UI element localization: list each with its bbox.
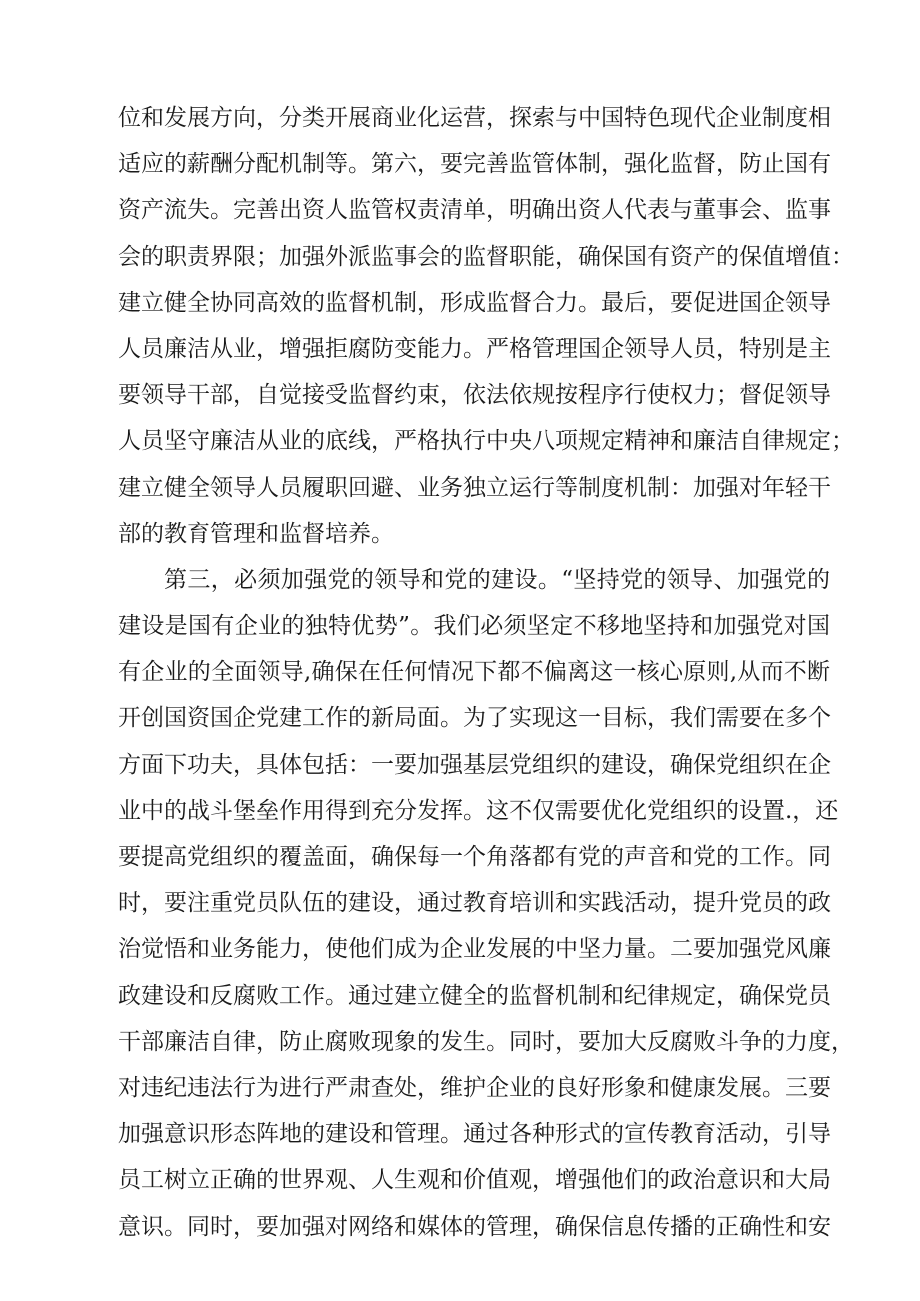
text-line: 要提高党组织的覆盖面，确保每一个角落都有党的声音和党的工作。同 xyxy=(118,844,831,870)
text-line: 建立健全领导人员履职回避、业务独立运行等制度机制：加强对年轻干 xyxy=(118,474,831,501)
text-line: 第三，必须加强党的领导和党的建设。“坚持党的领导、加强党的 xyxy=(164,566,830,593)
text-line: 人员廉洁从业，增强拒腐防变能力。严格管理国企领导人员，特别是主 xyxy=(118,335,831,362)
text-line: 有企业的全面领导,确保在任何情况下都不偏离这一核心原则,从而不断 xyxy=(118,659,830,686)
text-line: 会的职责界限；加强外派监事会的监督职能，确保国有资产的保值增值： xyxy=(118,243,854,270)
text-line: 位和发展方向，分类开展商业化运营，探索与中国特色现代企业制度相 xyxy=(118,105,831,131)
text-line: 员工树立正确的世界观、人生观和价值观，增强他们的政治意识和大局 xyxy=(118,1167,831,1194)
text-line: 业中的战斗堡垒作用得到充分发挥。这不仅需要优化党组织的设置.，还 xyxy=(118,797,839,824)
paragraph-1 xyxy=(118,95,854,557)
text-line: 人员坚守廉洁从业的底线，严格执行中央八项规定精神和廉洁自律规定； xyxy=(118,428,854,455)
text-line: 建设是国有企业的独特优势”。我们必须坚定不移地坚持和加强党对国 xyxy=(118,613,830,640)
text-line: 部的教育管理和监督培养。 xyxy=(118,520,394,547)
text-line: 政建设和反腐败工作。通过建立健全的监督机制和纪律规定，确保党员 xyxy=(118,982,831,1009)
text-line: 方面下功夫，具体包括：一要加强基层党组织的建设，确保党组织在企 xyxy=(118,751,831,778)
text-line: 适应的薪酬分配机制等。第六，要完善监管体制，强化监督，防止国有 xyxy=(118,151,831,178)
text-line: 建立健全协同高效的监督机制，形成监督合力。最后，要促进国企领导 xyxy=(118,289,831,316)
text-line: 治觉悟和业务能力，使他们成为企业发展的中坚力量。二要加强党风廉 xyxy=(118,936,831,963)
text-line: 对违纪违法行为进行严肃查处，维护企业的良好形象和健康发展。三要 xyxy=(118,1074,831,1101)
document-body xyxy=(118,95,854,1250)
text-line: 要领导干部，自觉接受监督约束，依法依规按程序行使权力；督促领导 xyxy=(118,382,831,409)
text-line: 加强意识形态阵地的建设和管理。通过各种形式的宣传教育活动，引导 xyxy=(118,1121,831,1148)
text-line: 时，要注重党员队伍的建设，通过教育培训和实践活动，提升党员的政 xyxy=(118,890,831,917)
text-line: 开创国资国企党建工作的新局面。为了实现这一目标，我们需要在多个 xyxy=(118,705,831,732)
text-line: 干部廉洁自律，防止腐败现象的发生。同时，要加大反腐败斗争的力度， xyxy=(118,1028,854,1055)
text-line: 意识。同时，要加强对网络和媒体的管理，确保信息传播的正确性和安 xyxy=(118,1213,831,1240)
paragraph-2 xyxy=(118,557,854,1250)
text-line: 资产流失。完善出资人监管权责清单，明确出资人代表与董事会、监事 xyxy=(118,197,831,224)
